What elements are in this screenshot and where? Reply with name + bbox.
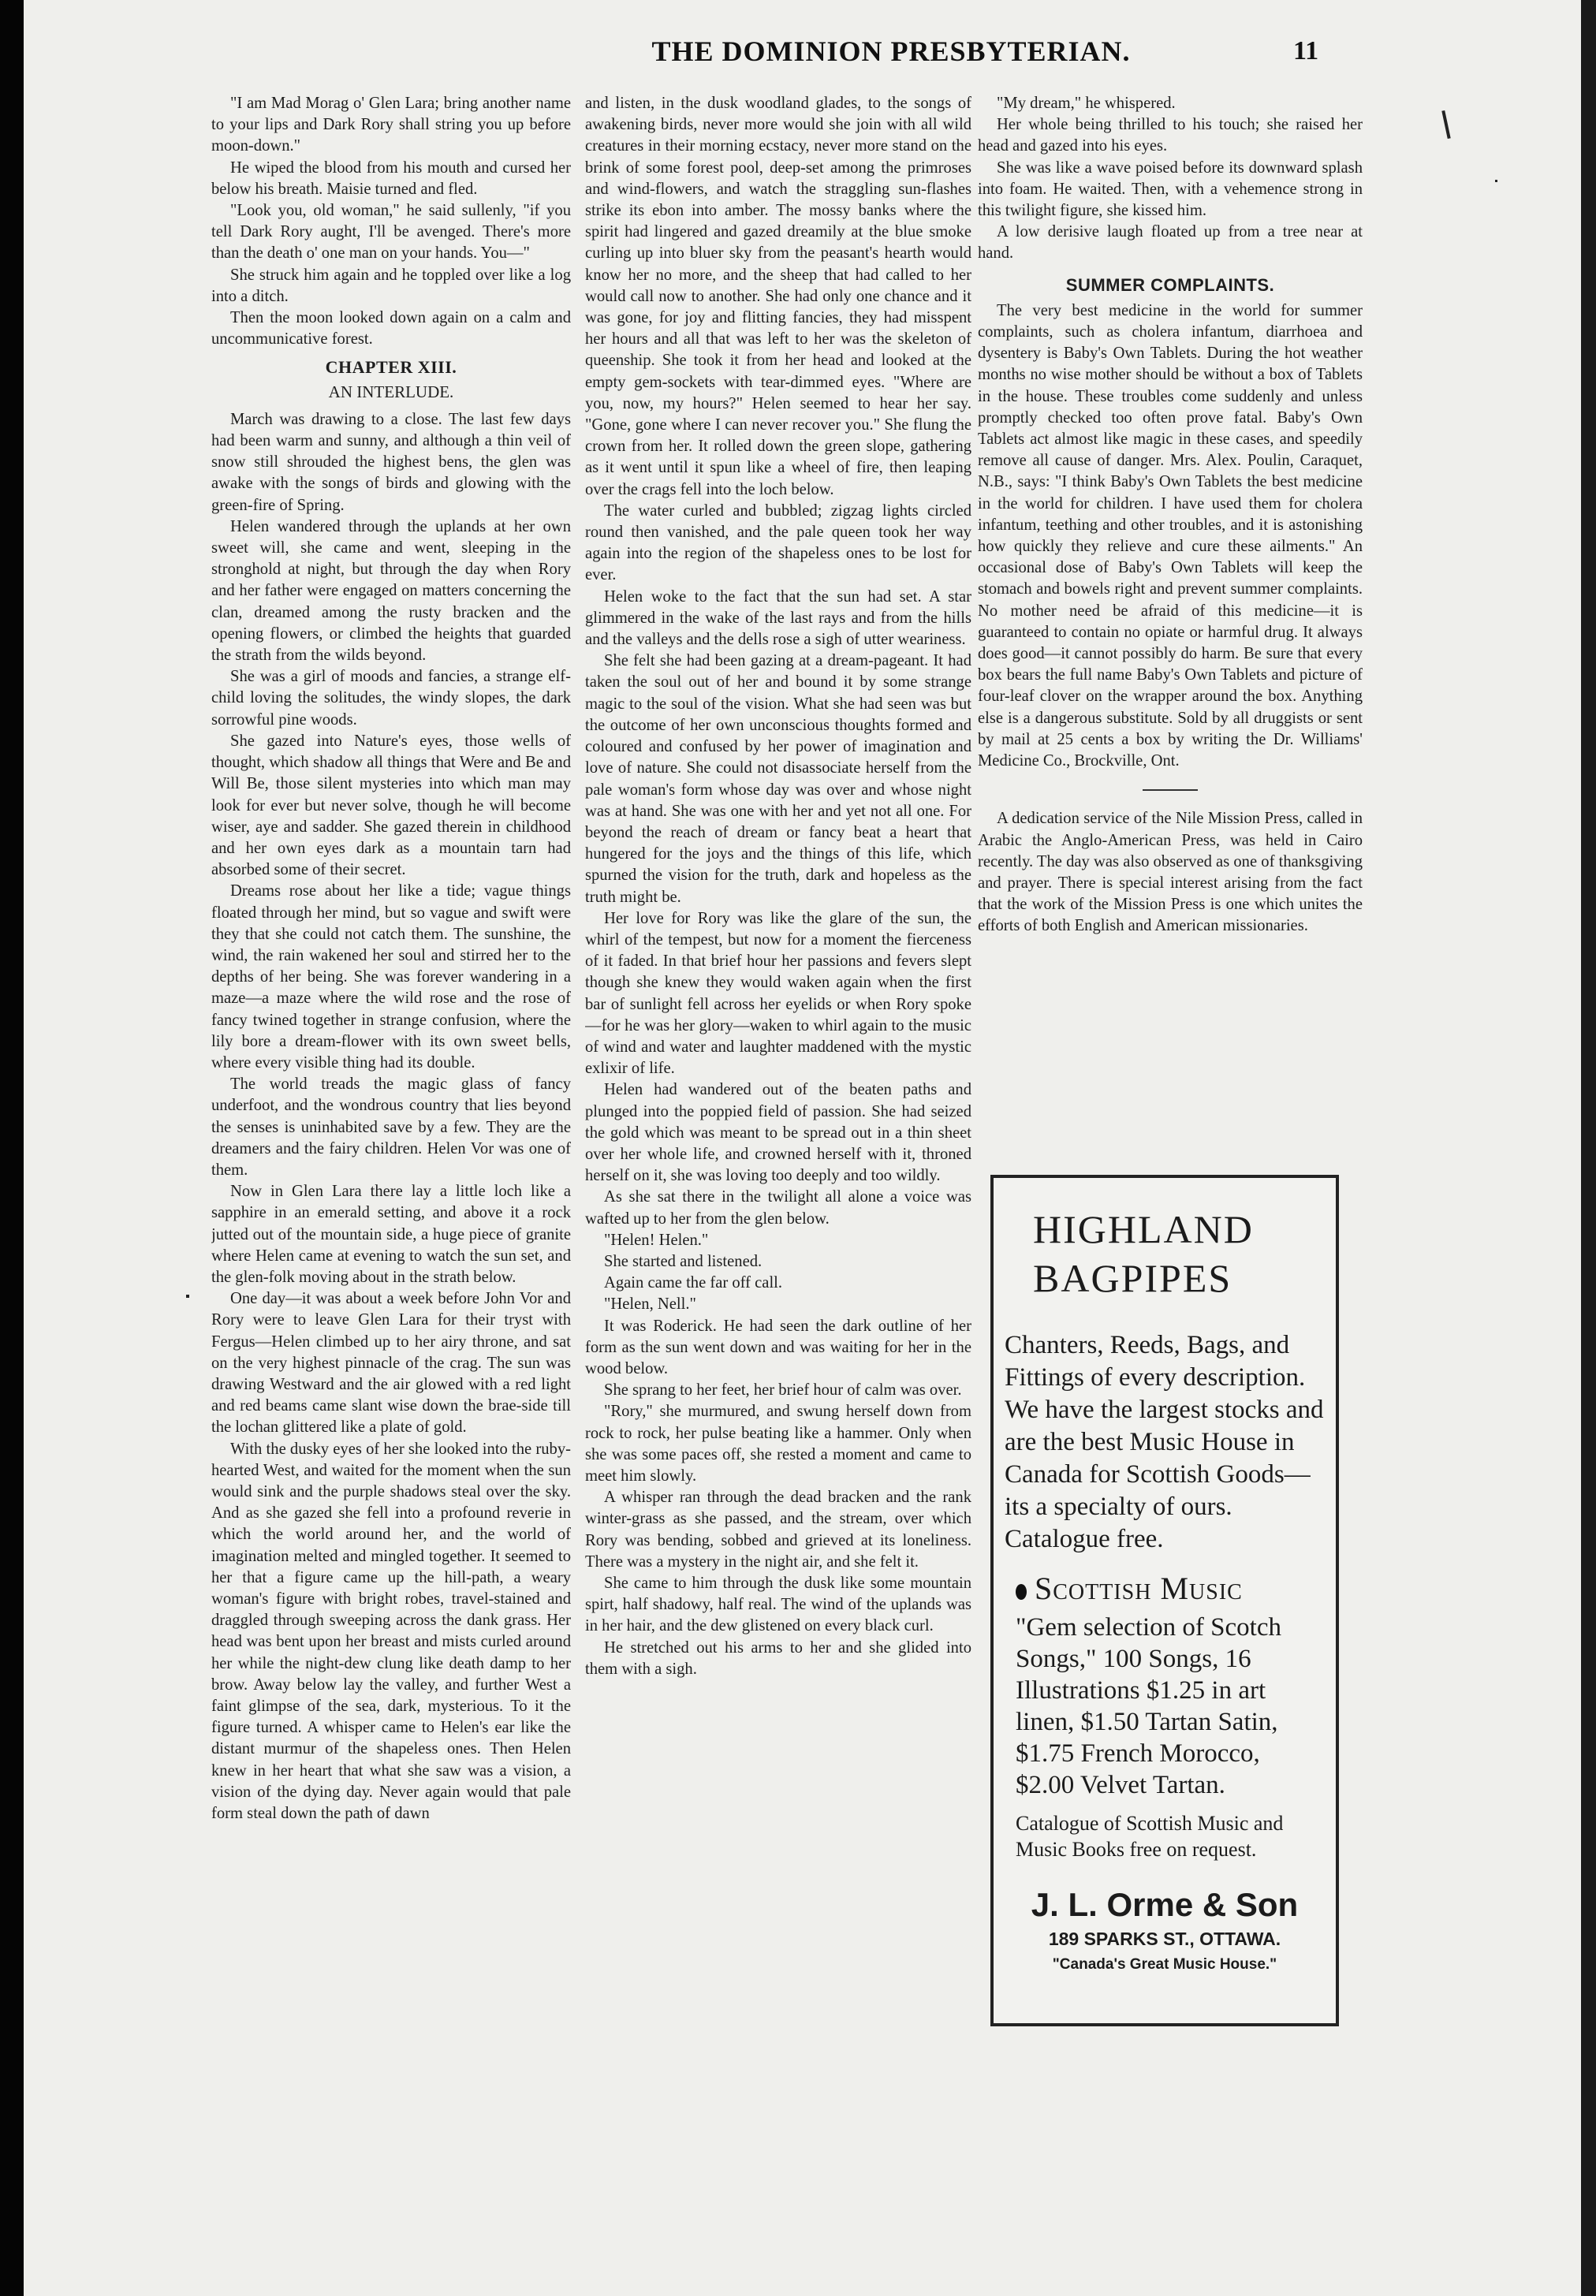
masthead: THE DOMINION PRESBYTERIAN. [651,35,1131,67]
paragraph: She was a girl of moods and fancies, a strange elf-child loving the solitudes, the windy slopes, the dark sorrowful pine woods. [211,668,571,729]
column-2 [585,93,971,2064]
paragraph: and listen, in the dusk woodland glades, to the songs of awakening birds, never more would she join with all wild creatures in their morning ecstacy, never more stand on the brink of some forest pool, deep-set among the primroses and wind-flowers, and watch the straggling sun-flashes strike its ebon into amber. The mossy banks where the spirit had lingered and gazed dreamily at the blue smoke curling up into bluer sky from the peasant's hearth would know her no more, and the sheep that had called to her would call now to another. She had only one chance and it was gone, for joy and flitting fancies, they had misspent her hours and all that was left to her was the skeleton of queenship. She took it from her head and looked at the empty gem-sockets with tear-dimmed eyes. "Where are you, now, my hours?" Helen seemed to hear her say. "Gone, gone where I can never recover you." She flung the crown from her. It rolled down the green slope, gathering as it went until it spun like a wheel of fire, then leaping over the crags fell into the loch below. [585,95,971,498]
paragraph: As she sat there in the twilight all alone a voice was wafted up to her from the glen below. [585,1188,971,1228]
ad-slogan: "Canada's Great Music House." [1052,1956,1277,1973]
summer-complaints-body: The very best medicine in the world for summer complaints, such as cholera infantum, diarrhoea and dysentery is Baby's Own Tablets. During the hot weather months no wise mother should be without a box of Tablets in the house. These troubles come suddenly and unless promptly checked too often prove fatal. Baby's Own Tablets act almost like magic in these cases, and speedily remove all cause of danger. Mrs. Alex. Poulin, Caraquet, N.B., says: "I think Baby's Own Tablets the best medicine in the world for children. I have used them for cholera infantum, teething and other troubles, and it is astonishing how quickly they relieve and cure these ailments." An occasional dose of Baby's Own Tablets will keep the stomach and bowels right and prevent summer complaints. No mother need be afraid of this medicine—it is guaranteed to contain no opiate or harmful drug. It always does good—it cannot possibly do harm. Be sure that every box bears the full name Baby's Own Tablets and picture of four-leaf clover on the wrapper around the box. Anything else is a dangerous substitute. Sold by all druggists or sent by mail at 25 cents a box by writing the Dr. Williams' Medicine Co., Brockville, Ont. [978,301,1363,770]
bullet-icon [1016,1584,1027,1600]
ad-headline [1005,1205,1325,1303]
paragraph: She gazed into Nature's eyes, those wells of thought, which shadow all things that Were and Be and Will Be, those silent mysteries into which man may look for ever but never solve, though he will become wiser, aye and sadder. She gazed therein in childhood and her own eyes dark as a mountain tarn had absorbed some of their secret. [211,732,571,879]
ad-catalogue-offer: Catalogue of Scottish Music and Music Books free on request. [1016,1812,1284,1861]
ad-firm-name: J. L. Orme & Son [1031,1886,1299,1923]
paragraph: One day—it was about a week before John Vor and Rory were to leave Glen Lara for their tryst with Fergus—Helen climbed up to her airy throne, and sat on the very highest pinnacle of the crag. The sun was drawing Westward and the air glowed with a red light and red beams came slant wise down the brae-side till the lochan glittered like a plate of gold. [211,1290,571,1437]
scan-speck [186,1295,189,1298]
bagpipes-advertisement [990,1175,1339,2026]
ad-section-heading [1005,1570,1325,1607]
ad-headline-line: HIGHLAND [1033,1207,1254,1251]
scan-border-right [1581,0,1596,2296]
page-number: 11 [1293,36,1319,65]
paragraph: A whisper ran through the dead bracken and the rank winter-grass as she passed, and the stream, over which Rory was bending, sobbed and grieved at its loneliness. There was a mystery in the night air, and she felt it. [585,1489,971,1571]
nile-mission-item: A dedication service of the Nile Mission Press, called in Arabic the Anglo-American Press, was held in Cairo recently. The day was also observed as one of thanksgiving and prayer. There is special interest arising from the fact that the work of the Mission Press is one which unites the efforts of both English and American missionaries. [978,810,1363,935]
paragraph: He wiped the blood from his mouth and cursed her below his breath. Maisie turned and fled. [211,158,571,198]
paragraph: "I am Mad Morag o' Glen Lara; bring another name to your lips and Dark Rory shall string you up before moon-down." [211,95,571,155]
chapter-number: CHAPTER XIII. [325,357,457,378]
paragraph: She came to him through the dusk like some mountain spirt, half shadowy, half real. The wind of the uplands was in her hair, and the dew glistened on every black curl. [585,1575,971,1635]
paragraph: She sprang to her feet, her brief hour of calm was over. [604,1381,962,1400]
paragraph: She was like a wave poised before its downward splash into foam. He waited. Then, with a vehemence strong in this twilight figure, she kissed him. [978,158,1363,220]
ad-address: 189 SPARKS ST., OTTAWA. [1048,1929,1281,1949]
column-1 [211,93,571,2135]
paragraph: Helen woke to the fact that the sun had set. A star glimmered in the wake of the last rays and from the hills and the valleys and the dells rose a sigh of utter weariness. [585,587,971,649]
paragraph: Again came the far off call. [604,1274,783,1292]
paragraph: March was drawing to a close. The last few days had been warm and sunny, and although a thin veil of snow still shrouded the highest bens, the glen was awake with the songs of birds and glowing with the green-fire of Spring. [211,410,571,514]
column-3 [978,93,1363,1150]
scan-border-left [0,0,24,2296]
paragraph: "Helen! Helen." [604,1231,709,1249]
paragraph: Her love for Rory was like the glare of the sun, the whirl of the tempest, but now for a moment the fierceness of it faded. In that brief hour her passions and fevers slept though she knew they would waken again when the first bar of sunlight fell across her eyelids or when Rory spoke—for he was her glory—waken to whirl again to the music of wind and water and laughter maddened with the mystic exlixir of life. [585,909,971,1078]
column-divider [1143,789,1198,791]
paragraph: Helen had wandered out of the beaten paths and plunged into the poppied field of passion. She had seized the gold which was meant to be spread out in a thin sheet over her whole life, and crowned herself with it, throned herself on it, she was loving too deeply and too wildly. [585,1081,971,1185]
ad-intro: Chanters, Reeds, Bags, and Fittings of every description. We have the largest stocks and are the best Music House in Canada for Scottish Goods—its a specialty of ours. Catalogue free. [1005,1331,1324,1553]
chapter-title: AN INTERLUDE. [328,382,454,401]
paragraph: Dreams rose about her like a tide; vague things floated through her mind, but so vague and swift were they that she could not catch them. The sunshine, the wind, the rain wakened her soul and stirred her to the depths of her being. She was forever wandering in a maze—a maze where the wild rose and the rose of fancy twined together in strange confusion, where the lily bore a dream-flower with its own sweet bells, where every visible thing had its double. [211,882,571,1072]
paragraph: She struck him again and he toppled over like a log into a ditch. [211,266,571,305]
paragraph: She felt she had been gazing at a dream-pageant. It had taken the soul out of her and bound it by some strange magic to the soul of the vision. What she had seen was but the outcome of her own unconscious thoughts formed and coloured and confused by her power of imagination and love of nature. She could not disassociate herself from the pale woman's form whose day was over and whose night was at hand. She was one with her and yet not all one. For beyond the reach of dream or fancy beat a heart that hungered for the joys and the things of this life, which spurned the vision for the truth, dark and hopeless as the truth might be. [585,652,971,906]
paragraph: Helen wandered through the uplands at her own sweet will, she came and went, sleeping in the stronghold at night, but through the day when Rory and her father were engaged on matters concerning the clan, dreamed among the rusty bracken and the opening flowers, or climbed the heights that guarded the strath from the wilds beyond. [211,517,571,665]
ad-section-label: Scottish Music [1035,1571,1243,1606]
paragraph: "My dream," he whispered. [997,95,1176,112]
paragraph: "Look you, old woman," he said sullenly, "if you tell Dark Rory aught, I'll be avenged. There's more than the death o' one man on your hands. You—" [211,202,571,263]
paragraph: It was Roderick. He had seen the dark outline of her form as the sun went down and was waiting for her in the wood below. [585,1317,971,1377]
paragraph: Now in Glen Lara there lay a little loch like a sapphire in an emerald setting, and above it a rock jutted out of the mountain side, a huge piece of granite where Helen came at evening to watch the sun set, and the glen-folk moving about in the strath below. [211,1183,571,1286]
scan-speck [1495,180,1497,182]
paragraph: A low derisive laugh floated up from a tree near at hand. [978,223,1363,263]
ad-headline-line: BAGPIPES [1033,1256,1232,1300]
paragraph: She started and listened. [604,1252,763,1270]
paragraph: The water curled and bubbled; zigzag lights circled round then vanished, and the pale queen took her way again into the region of the shapeless ones to be lost for ever. [585,501,971,584]
paragraph: Her whole being thrilled to his touch; she raised her head and gazed into his eyes. [978,116,1363,155]
paragraph: "Helen, Nell." [604,1295,696,1314]
summer-complaints-heading: SUMMER COMPLAINTS. [1065,274,1275,295]
scan-speck [1441,110,1450,139]
paragraph: "Rory," she murmured, and swung herself down from rock to rock, her pulse beating like a hammer. Only when she was some paces off, she rested a moment and came to meet him slowly. [585,1403,971,1485]
paragraph: With the dusky eyes of her she looked into the ruby-hearted West, and waited for the moment when the sun would sink and the purple shadows steal over the sky. And as she gazed she fell into a profound reverie in which the world around her, and the world of imagination melted and mingled together. It seemed to her that a figure came up the hill-path, a weary woman's figure with bright robes, travel-stained and draggled through sweeping across the dank grass. Her head was bent upon her breast and mists curled around her while the night-dew clung like death damp to her brow. Away below lay the valley, and further West a faint glimpse of the sea, dark, mysterious. To it the figure turned. A whisper came to Helen's ear like the distant murmur of the shapeless ones. Then Helen knew in her heart that what she saw was a vision, a vision of the dying day. Never again would that pale form steal down the path of dawn [211,1440,571,1823]
paragraph: He stretched out his arms to her and she glided into them with a sigh. [585,1638,971,1678]
paragraph: Then the moon looked down again on a calm and uncommunicative forest. [211,309,571,348]
paragraph: The world treads the magic glass of fancy underfoot, and the wondrous country that lies beyond the senses is uninhabited save by a few. They are the dreamers and the fairy children. Helen Vor was one of them. [211,1075,571,1179]
ad-gem-selection: "Gem selection of Scotch Songs," 100 Songs, 16 Illustrations $1.25 in art linen, $1.50 Tartan Satin, $1.75 French Morocco, $2.00 Velvet Tartan. [1016,1613,1281,1799]
